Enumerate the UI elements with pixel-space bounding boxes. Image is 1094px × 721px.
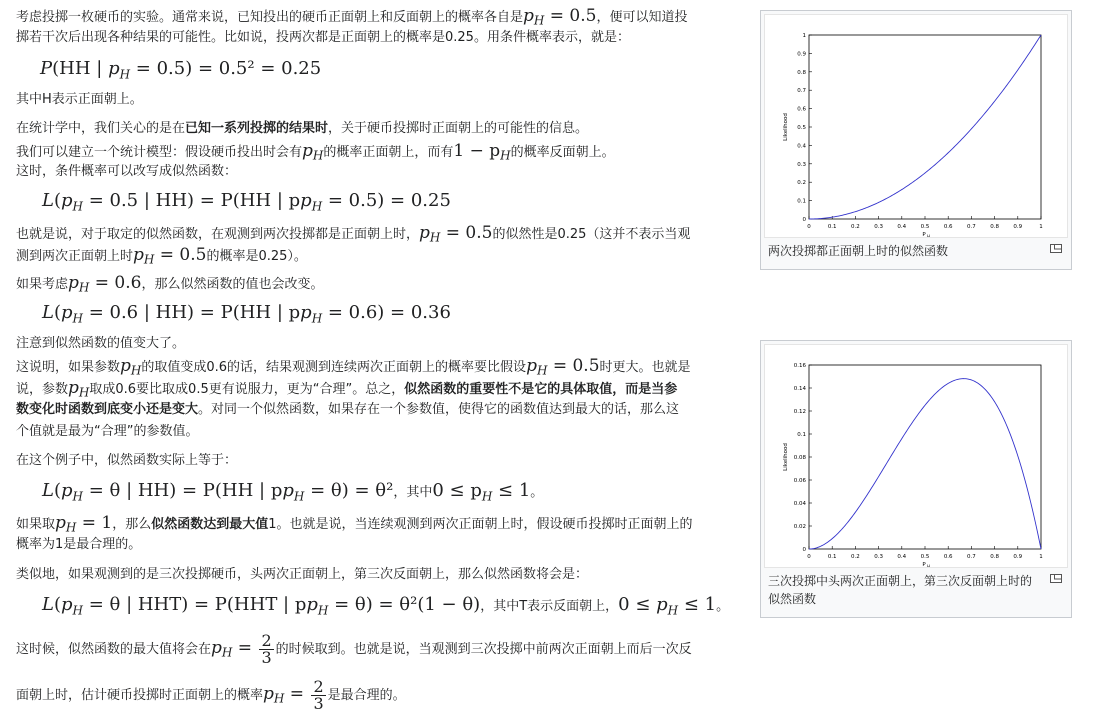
paragraph-explain-2: 说，参数$p_H$取成0.6要比取成0.5更有说服力，更为“合理”。总之，似然函数的重要性不是它的具体取值，而是当参 xyxy=(16,378,678,400)
figure-caption-2: 三次投掷中头两次正面朝上，第三次反面朝上时的似然函数 xyxy=(764,568,1068,610)
y-tick-label: 1 xyxy=(802,33,806,39)
paragraph-explain-1: 这说明，如果参数$p_H$的取值变成0.6的话，结果观测到连续两次正面朝上的概率要比假设$p_H = 0.5$时更大。也就是 xyxy=(16,356,691,378)
y-tick-label: 0.8 xyxy=(797,69,806,76)
x-tick-label: 0.2 xyxy=(851,554,860,560)
figure-thumb-1[interactable] xyxy=(760,10,1072,270)
enlarge-icon[interactable] xyxy=(1050,574,1062,583)
x-tick-label: 0.7 xyxy=(967,554,976,560)
y-tick-label: 0.5 xyxy=(797,125,806,131)
figure-image-2[interactable] xyxy=(764,344,1068,568)
paragraph-statistics: 在统计学中，我们关心的是在已知一系列投掷的结果时，关于硬币投掷时正面朝上的可能性的信息。 xyxy=(16,121,589,136)
paragraph-three-tosses: 类似地，如果观测到的是三次投掷硬币，头两次正面朝上，第三次反面朝上，那么似然函数将会是： xyxy=(16,567,589,582)
x-tick-label: 0.2 xyxy=(851,224,860,230)
x-tick-label: 0.9 xyxy=(1013,554,1023,560)
paragraph-max-23-1: 这时候，似然函数的最大值将会在$p_H$ = $\frac{2}{3}$ 的时候取到。也就是说，当观测到三次投掷中前两次正面朝上而后一次反 xyxy=(16,631,692,667)
series-line xyxy=(809,35,1041,219)
x-tick-label: 0.4 xyxy=(897,224,907,230)
x-axis-label: P xyxy=(922,232,926,237)
x-axis-label: P xyxy=(922,562,926,567)
equation-4: $L(p_H = \theta$ | HH) = P(HH | $pp_H = \theta) = \theta^2$，其中$0 \le p_H \le 1$。 xyxy=(42,480,544,504)
fraction-two-thirds-2: $\frac{2}{3}$ xyxy=(313,677,324,713)
y-tick-label: 0.9 xyxy=(797,51,806,58)
y-tick-label: 0.02 xyxy=(793,524,806,530)
equation-2: $L(p_H = 0.5$ | HH) = P(HH | $pp_H = 0.5) = 0.25$ xyxy=(42,190,451,214)
paragraph-max-2: 概率为1是最合理的。 xyxy=(16,537,142,552)
plot-frame xyxy=(809,365,1041,549)
y-tick-label: 0 xyxy=(802,217,806,223)
y-tick-label: 0.1 xyxy=(797,432,806,438)
paragraph-intro-cont: 掷若干次后出现各种结果的可能性。比如说，投两次都是正面朝上的概率是0.25。用条件概率表示，就是： xyxy=(16,30,630,45)
x-tick-label: 0.5 xyxy=(920,224,930,230)
x-tick-label: 0.3 xyxy=(874,224,883,230)
paragraph-likelihood-explain: 也就是说，对于取定的似然函数，在观测到两次投掷都是正面朝上时，$p_H = 0.5$的似然性是0.25（这并不表示当观 xyxy=(16,223,691,245)
paragraph-rewrite: 这时，条件概率可以改写成似然函数： xyxy=(16,164,238,179)
enlarge-icon[interactable] xyxy=(1050,244,1062,253)
y-tick-label: 0.08 xyxy=(793,455,806,461)
x-tick-label: 0.6 xyxy=(943,224,953,230)
paragraph-value-larger: 注意到似然函数的值变大了。 xyxy=(16,336,186,351)
x-tick-label: 0.3 xyxy=(874,554,883,560)
x-tick-label: 0.1 xyxy=(827,224,837,230)
paragraph-max-23-2: 面朝上时，估计硬币投掷时正面朝上的概率$p_H$ = $\frac{2}{3}$ 是最合理的。 xyxy=(16,677,406,713)
paragraph-explain-3: 数变化时函数到底变小还是变大。对同一个似然函数，如果存在一个参数值，使得它的函数值达到最大的话，那么这 xyxy=(16,402,680,417)
y-tick-label: 0.4 xyxy=(797,143,806,150)
y-axis-label: Likelihood xyxy=(783,113,789,141)
x-tick-label: 0.9 xyxy=(1013,224,1023,230)
x-tick-label: 0.8 xyxy=(990,224,999,230)
x-tick-label: 0 xyxy=(807,224,811,230)
y-tick-label: 0.06 xyxy=(793,478,806,484)
x-axis-label-sub: H xyxy=(927,234,931,237)
x-tick-label: 1 xyxy=(1039,224,1043,230)
likelihood-chart-hh xyxy=(765,15,1067,237)
plot-frame xyxy=(809,35,1041,219)
y-tick-label: 0.6 xyxy=(797,106,806,113)
fraction-two-thirds: $\frac{2}{3}$ xyxy=(261,631,272,667)
paragraph-consider-06: 如果考虑$p_H = 0.6$，那么似然函数的值也会改变。 xyxy=(16,273,324,295)
y-tick-label: 0.12 xyxy=(793,409,806,415)
paragraph-explain-4: 个值就是最为“合理”的参数值。 xyxy=(16,424,199,439)
x-tick-label: 0.4 xyxy=(897,554,907,560)
y-axis-label: Likelihood xyxy=(783,443,789,471)
equation-5: $L(p_H = \theta$ | HHT) = P(HHT | $pp_H = \theta) = \theta^2(1 - \theta)$，其中T表示反面朝上，$0 \le p_H \le 1$。 xyxy=(42,594,730,618)
paragraph-model: 我们可以建立一个统计模型：假设硬币投出时会有$p_H$的概率正面朝上，而有$1 - p_H$的概率反面朝上。 xyxy=(16,141,615,163)
y-tick-label: 0.3 xyxy=(797,161,806,168)
figure-caption-1: 两次投掷都正面朝上时的似然函数 xyxy=(764,238,1068,262)
figure-thumb-2[interactable] xyxy=(760,340,1072,618)
likelihood-chart-hht xyxy=(765,345,1067,567)
x-tick-label: 0.1 xyxy=(827,554,837,560)
paragraph-likelihood-explain-cont: 测到两次正面朝上时$p_H = 0.5$的概率是0.25）。 xyxy=(16,245,307,267)
x-tick-label: 0.7 xyxy=(967,224,976,230)
paragraph-max-1: 如果取$p_H = 1$，那么似然函数达到最大值1。也就是说，当连续观测到两次正面朝上时，假设硬币投掷时正面朝上的 xyxy=(16,513,693,535)
x-tick-label: 0.5 xyxy=(920,554,930,560)
equation-3: $L(p_H = 0.6$ | HH) = P(HH | $pp_H = 0.6) = 0.36$ xyxy=(42,302,451,326)
y-tick-label: 0.16 xyxy=(793,363,806,369)
y-tick-label: 0.7 xyxy=(797,88,806,95)
y-tick-label: 0.14 xyxy=(793,386,806,392)
x-tick-label: 0.8 xyxy=(990,554,999,560)
y-tick-label: 0.2 xyxy=(797,180,806,187)
equation-1: P(HH | $p_H = 0.5) = 0.5^2 = 0.25$ xyxy=(40,58,322,82)
y-tick-label: 0.1 xyxy=(797,198,806,205)
figure-image-1[interactable] xyxy=(764,14,1068,238)
x-tick-label: 0.6 xyxy=(943,554,953,560)
y-tick-label: 0 xyxy=(802,547,806,553)
x-tick-label: 1 xyxy=(1039,554,1043,560)
x-axis-label-sub: H xyxy=(927,564,931,567)
y-tick-label: 0.04 xyxy=(793,501,806,507)
paragraph-h-meaning: 其中H表示正面朝上。 xyxy=(16,92,143,107)
series-line xyxy=(809,379,1041,549)
paragraph-example: 在这个例子中，似然函数实际上等于： xyxy=(16,453,238,468)
paragraph-intro: 考虑投掷一枚硬币的实验。通常来说，已知投出的硬币正面朝上和反面朝上的概率各自是$p_H = 0.5$，便可以知道投 xyxy=(16,6,688,28)
x-tick-label: 0 xyxy=(807,554,811,560)
